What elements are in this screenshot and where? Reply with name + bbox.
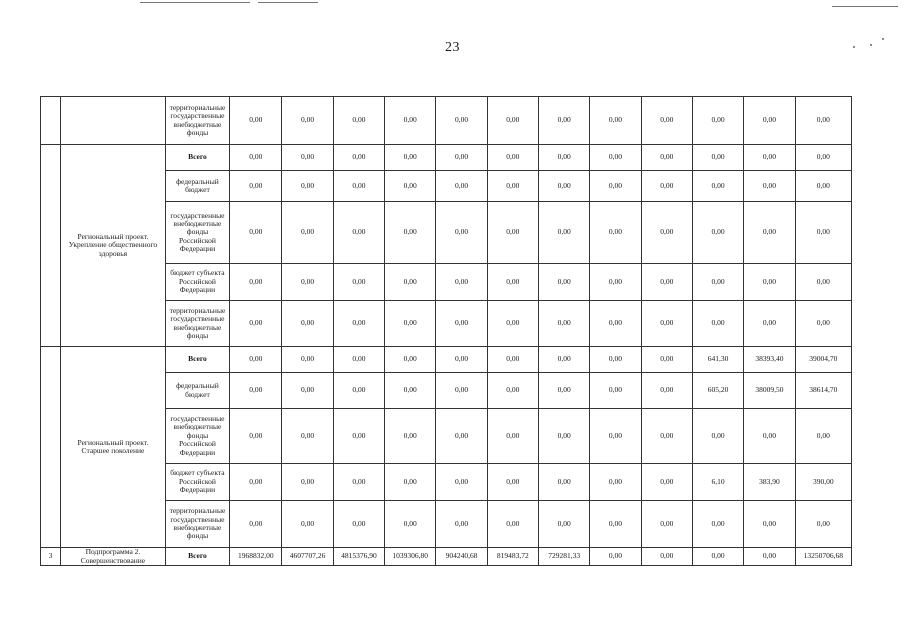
funding-source-cell: бюджет субъекта Российской Федерации <box>165 464 229 501</box>
amount-cell: 0,00 <box>333 264 384 301</box>
scan-artifact-dot <box>870 44 872 46</box>
amount-cell: 0,00 <box>795 409 851 464</box>
amount-cell: 0,00 <box>590 501 641 548</box>
amount-cell: 0,00 <box>692 97 743 145</box>
amount-cell: 0,00 <box>333 202 384 264</box>
amount-cell: 0,00 <box>282 501 333 548</box>
amount-cell: 0,00 <box>692 264 743 301</box>
amount-cell: 0,00 <box>744 264 795 301</box>
page-number: 23 <box>445 40 460 55</box>
amount-cell: 0,00 <box>282 202 333 264</box>
table-row <box>41 347 852 373</box>
amount-cell: 0,00 <box>333 409 384 464</box>
amount-cell: 0,00 <box>385 347 436 373</box>
amount-cell: 0,00 <box>282 171 333 202</box>
funding-source-cell: Всего <box>165 145 229 171</box>
amount-cell: 0,00 <box>590 548 641 566</box>
amount-cell: 0,00 <box>692 301 743 347</box>
amount-cell: 0,00 <box>744 97 795 145</box>
amount-cell: 0,00 <box>641 171 692 202</box>
amount-cell: 0,00 <box>744 409 795 464</box>
amount-cell: 0,00 <box>282 301 333 347</box>
row-number-cell: 3 <box>41 548 61 566</box>
amount-cell: 383,90 <box>744 464 795 501</box>
amount-cell: 39004,70 <box>795 347 851 373</box>
amount-cell: 38614,70 <box>795 373 851 409</box>
amount-cell: 0,00 <box>385 373 436 409</box>
amount-cell: 0,00 <box>641 409 692 464</box>
funding-source-cell: территориальные государственные внебюджетные фонды <box>165 501 229 548</box>
amount-cell: 0,00 <box>487 373 538 409</box>
row-number-cell <box>41 145 61 347</box>
amount-cell: 38009,50 <box>744 373 795 409</box>
amount-cell: 0,00 <box>795 264 851 301</box>
amount-cell: 0,00 <box>590 464 641 501</box>
amount-cell: 0,00 <box>282 347 333 373</box>
project-name-cell: Региональный проект. Укрепление общественного здоровья <box>61 145 166 347</box>
amount-cell: 0,00 <box>333 145 384 171</box>
scan-artifact-top-mid <box>258 2 318 3</box>
amount-cell: 0,00 <box>436 373 487 409</box>
amount-cell: 0,00 <box>436 501 487 548</box>
amount-cell: 13250706,68 <box>795 548 851 566</box>
amount-cell: 0,00 <box>282 373 333 409</box>
amount-cell: 4815376,90 <box>333 548 384 566</box>
amount-cell: 0,00 <box>282 409 333 464</box>
funding-source-cell: федеральный бюджет <box>165 373 229 409</box>
amount-cell: 0,00 <box>385 97 436 145</box>
amount-cell: 0,00 <box>487 171 538 202</box>
amount-cell: 0,00 <box>539 501 590 548</box>
amount-cell: 0,00 <box>282 97 333 145</box>
amount-cell: 0,00 <box>641 373 692 409</box>
amount-cell: 0,00 <box>795 301 851 347</box>
amount-cell: 0,00 <box>487 464 538 501</box>
amount-cell: 0,00 <box>230 145 282 171</box>
funding-source-cell: территориальные государственные внебюджетные фонды <box>165 97 229 145</box>
funding-source-cell: бюджет субъекта Российской Федерации <box>165 264 229 301</box>
amount-cell: 0,00 <box>692 145 743 171</box>
amount-cell: 0,00 <box>795 171 851 202</box>
amount-cell: 0,00 <box>590 301 641 347</box>
amount-cell: 390,00 <box>795 464 851 501</box>
amount-cell: 0,00 <box>436 464 487 501</box>
amount-cell: 0,00 <box>333 347 384 373</box>
amount-cell: 0,00 <box>487 501 538 548</box>
amount-cell: 0,00 <box>641 501 692 548</box>
amount-cell: 0,00 <box>539 202 590 264</box>
funding-source-cell: государственные внебюджетные фонды Российской Федерации <box>165 202 229 264</box>
amount-cell: 0,00 <box>230 301 282 347</box>
budget-table <box>40 96 852 566</box>
amount-cell: 0,00 <box>282 145 333 171</box>
row-number-cell <box>41 347 61 548</box>
amount-cell: 0,00 <box>385 501 436 548</box>
amount-cell: 0,00 <box>539 409 590 464</box>
amount-cell: 0,00 <box>333 97 384 145</box>
amount-cell: 6,10 <box>692 464 743 501</box>
amount-cell: 4607707,26 <box>282 548 333 566</box>
amount-cell: 0,00 <box>333 373 384 409</box>
amount-cell: 0,00 <box>590 264 641 301</box>
amount-cell: 0,00 <box>436 264 487 301</box>
scan-artifact-top-right <box>832 6 898 7</box>
amount-cell: 641,30 <box>692 347 743 373</box>
scan-artifact-top-left <box>140 2 250 3</box>
amount-cell: 0,00 <box>692 171 743 202</box>
amount-cell: 0,00 <box>744 548 795 566</box>
funding-source-cell: территориальные государственные внебюджетные фонды <box>165 301 229 347</box>
amount-cell: 0,00 <box>795 501 851 548</box>
amount-cell: 0,00 <box>539 264 590 301</box>
amount-cell: 0,00 <box>539 373 590 409</box>
amount-cell: 0,00 <box>539 145 590 171</box>
amount-cell: 0,00 <box>487 97 538 145</box>
amount-cell: 0,00 <box>641 548 692 566</box>
amount-cell: 0,00 <box>590 202 641 264</box>
scan-artifact-dot <box>882 38 884 40</box>
funding-source-cell: государственные внебюджетные фонды Российской Федерации <box>165 409 229 464</box>
amount-cell: 0,00 <box>230 409 282 464</box>
amount-cell: 0,00 <box>641 145 692 171</box>
amount-cell: 0,00 <box>487 202 538 264</box>
amount-cell: 0,00 <box>539 464 590 501</box>
amount-cell: 0,00 <box>230 373 282 409</box>
amount-cell: 0,00 <box>692 202 743 264</box>
amount-cell: 0,00 <box>487 409 538 464</box>
amount-cell: 0,00 <box>385 202 436 264</box>
amount-cell: 0,00 <box>385 264 436 301</box>
amount-cell: 0,00 <box>590 171 641 202</box>
project-name-cell: Региональный проект. Старшее поколение <box>61 347 166 548</box>
amount-cell: 729281,33 <box>539 548 590 566</box>
amount-cell: 0,00 <box>539 97 590 145</box>
amount-cell: 0,00 <box>692 409 743 464</box>
amount-cell: 0,00 <box>282 264 333 301</box>
amount-cell: 0,00 <box>282 464 333 501</box>
amount-cell: 0,00 <box>487 301 538 347</box>
amount-cell: 0,00 <box>333 301 384 347</box>
amount-cell: 0,00 <box>230 202 282 264</box>
amount-cell: 0,00 <box>436 145 487 171</box>
amount-cell: 0,00 <box>436 347 487 373</box>
amount-cell: 0,00 <box>333 464 384 501</box>
amount-cell: 0,00 <box>230 264 282 301</box>
funding-source-cell: Всего <box>165 548 229 566</box>
amount-cell: 819483,72 <box>487 548 538 566</box>
funding-source-cell: Всего <box>165 347 229 373</box>
project-name-cell <box>61 97 166 145</box>
amount-cell: 0,00 <box>641 464 692 501</box>
amount-cell: 0,00 <box>436 409 487 464</box>
amount-cell: 0,00 <box>385 145 436 171</box>
amount-cell: 0,00 <box>641 347 692 373</box>
amount-cell: 0,00 <box>641 202 692 264</box>
amount-cell: 0,00 <box>692 548 743 566</box>
amount-cell: 0,00 <box>744 501 795 548</box>
amount-cell: 0,00 <box>230 347 282 373</box>
amount-cell: 0,00 <box>590 347 641 373</box>
amount-cell: 0,00 <box>487 347 538 373</box>
amount-cell: 0,00 <box>692 501 743 548</box>
amount-cell: 0,00 <box>436 202 487 264</box>
amount-cell: 0,00 <box>436 171 487 202</box>
amount-cell: 0,00 <box>590 145 641 171</box>
amount-cell: 904240,68 <box>436 548 487 566</box>
table-row <box>41 145 852 171</box>
amount-cell: 0,00 <box>385 409 436 464</box>
amount-cell: 0,00 <box>641 264 692 301</box>
amount-cell: 38393,40 <box>744 347 795 373</box>
funding-source-cell: федеральный бюджет <box>165 171 229 202</box>
amount-cell: 0,00 <box>795 145 851 171</box>
amount-cell: 0,00 <box>385 464 436 501</box>
amount-cell: 0,00 <box>539 347 590 373</box>
amount-cell: 0,00 <box>385 171 436 202</box>
table-row <box>41 97 852 145</box>
amount-cell: 0,00 <box>230 171 282 202</box>
scan-artifact-dot <box>853 46 855 48</box>
amount-cell: 0,00 <box>744 145 795 171</box>
amount-cell: 0,00 <box>744 202 795 264</box>
amount-cell: 0,00 <box>795 97 851 145</box>
amount-cell: 1968832,00 <box>230 548 282 566</box>
amount-cell: 0,00 <box>333 171 384 202</box>
amount-cell: 0,00 <box>539 301 590 347</box>
amount-cell: 0,00 <box>333 501 384 548</box>
amount-cell: 0,00 <box>487 264 538 301</box>
amount-cell: 0,00 <box>436 97 487 145</box>
amount-cell: 605,20 <box>692 373 743 409</box>
amount-cell: 0,00 <box>539 171 590 202</box>
amount-cell: 0,00 <box>436 301 487 347</box>
amount-cell: 1039306,80 <box>385 548 436 566</box>
row-number-cell <box>41 97 61 145</box>
amount-cell: 0,00 <box>590 409 641 464</box>
amount-cell: 0,00 <box>230 97 282 145</box>
amount-cell: 0,00 <box>230 501 282 548</box>
table-row <box>41 548 852 566</box>
project-name-cell: Подпрограмма 2. Совершенствование <box>61 548 166 566</box>
amount-cell: 0,00 <box>590 97 641 145</box>
amount-cell: 0,00 <box>795 202 851 264</box>
amount-cell: 0,00 <box>641 97 692 145</box>
amount-cell: 0,00 <box>744 171 795 202</box>
amount-cell: 0,00 <box>590 373 641 409</box>
amount-cell: 0,00 <box>641 301 692 347</box>
amount-cell: 0,00 <box>487 145 538 171</box>
amount-cell: 0,00 <box>744 301 795 347</box>
amount-cell: 0,00 <box>230 464 282 501</box>
amount-cell: 0,00 <box>385 301 436 347</box>
